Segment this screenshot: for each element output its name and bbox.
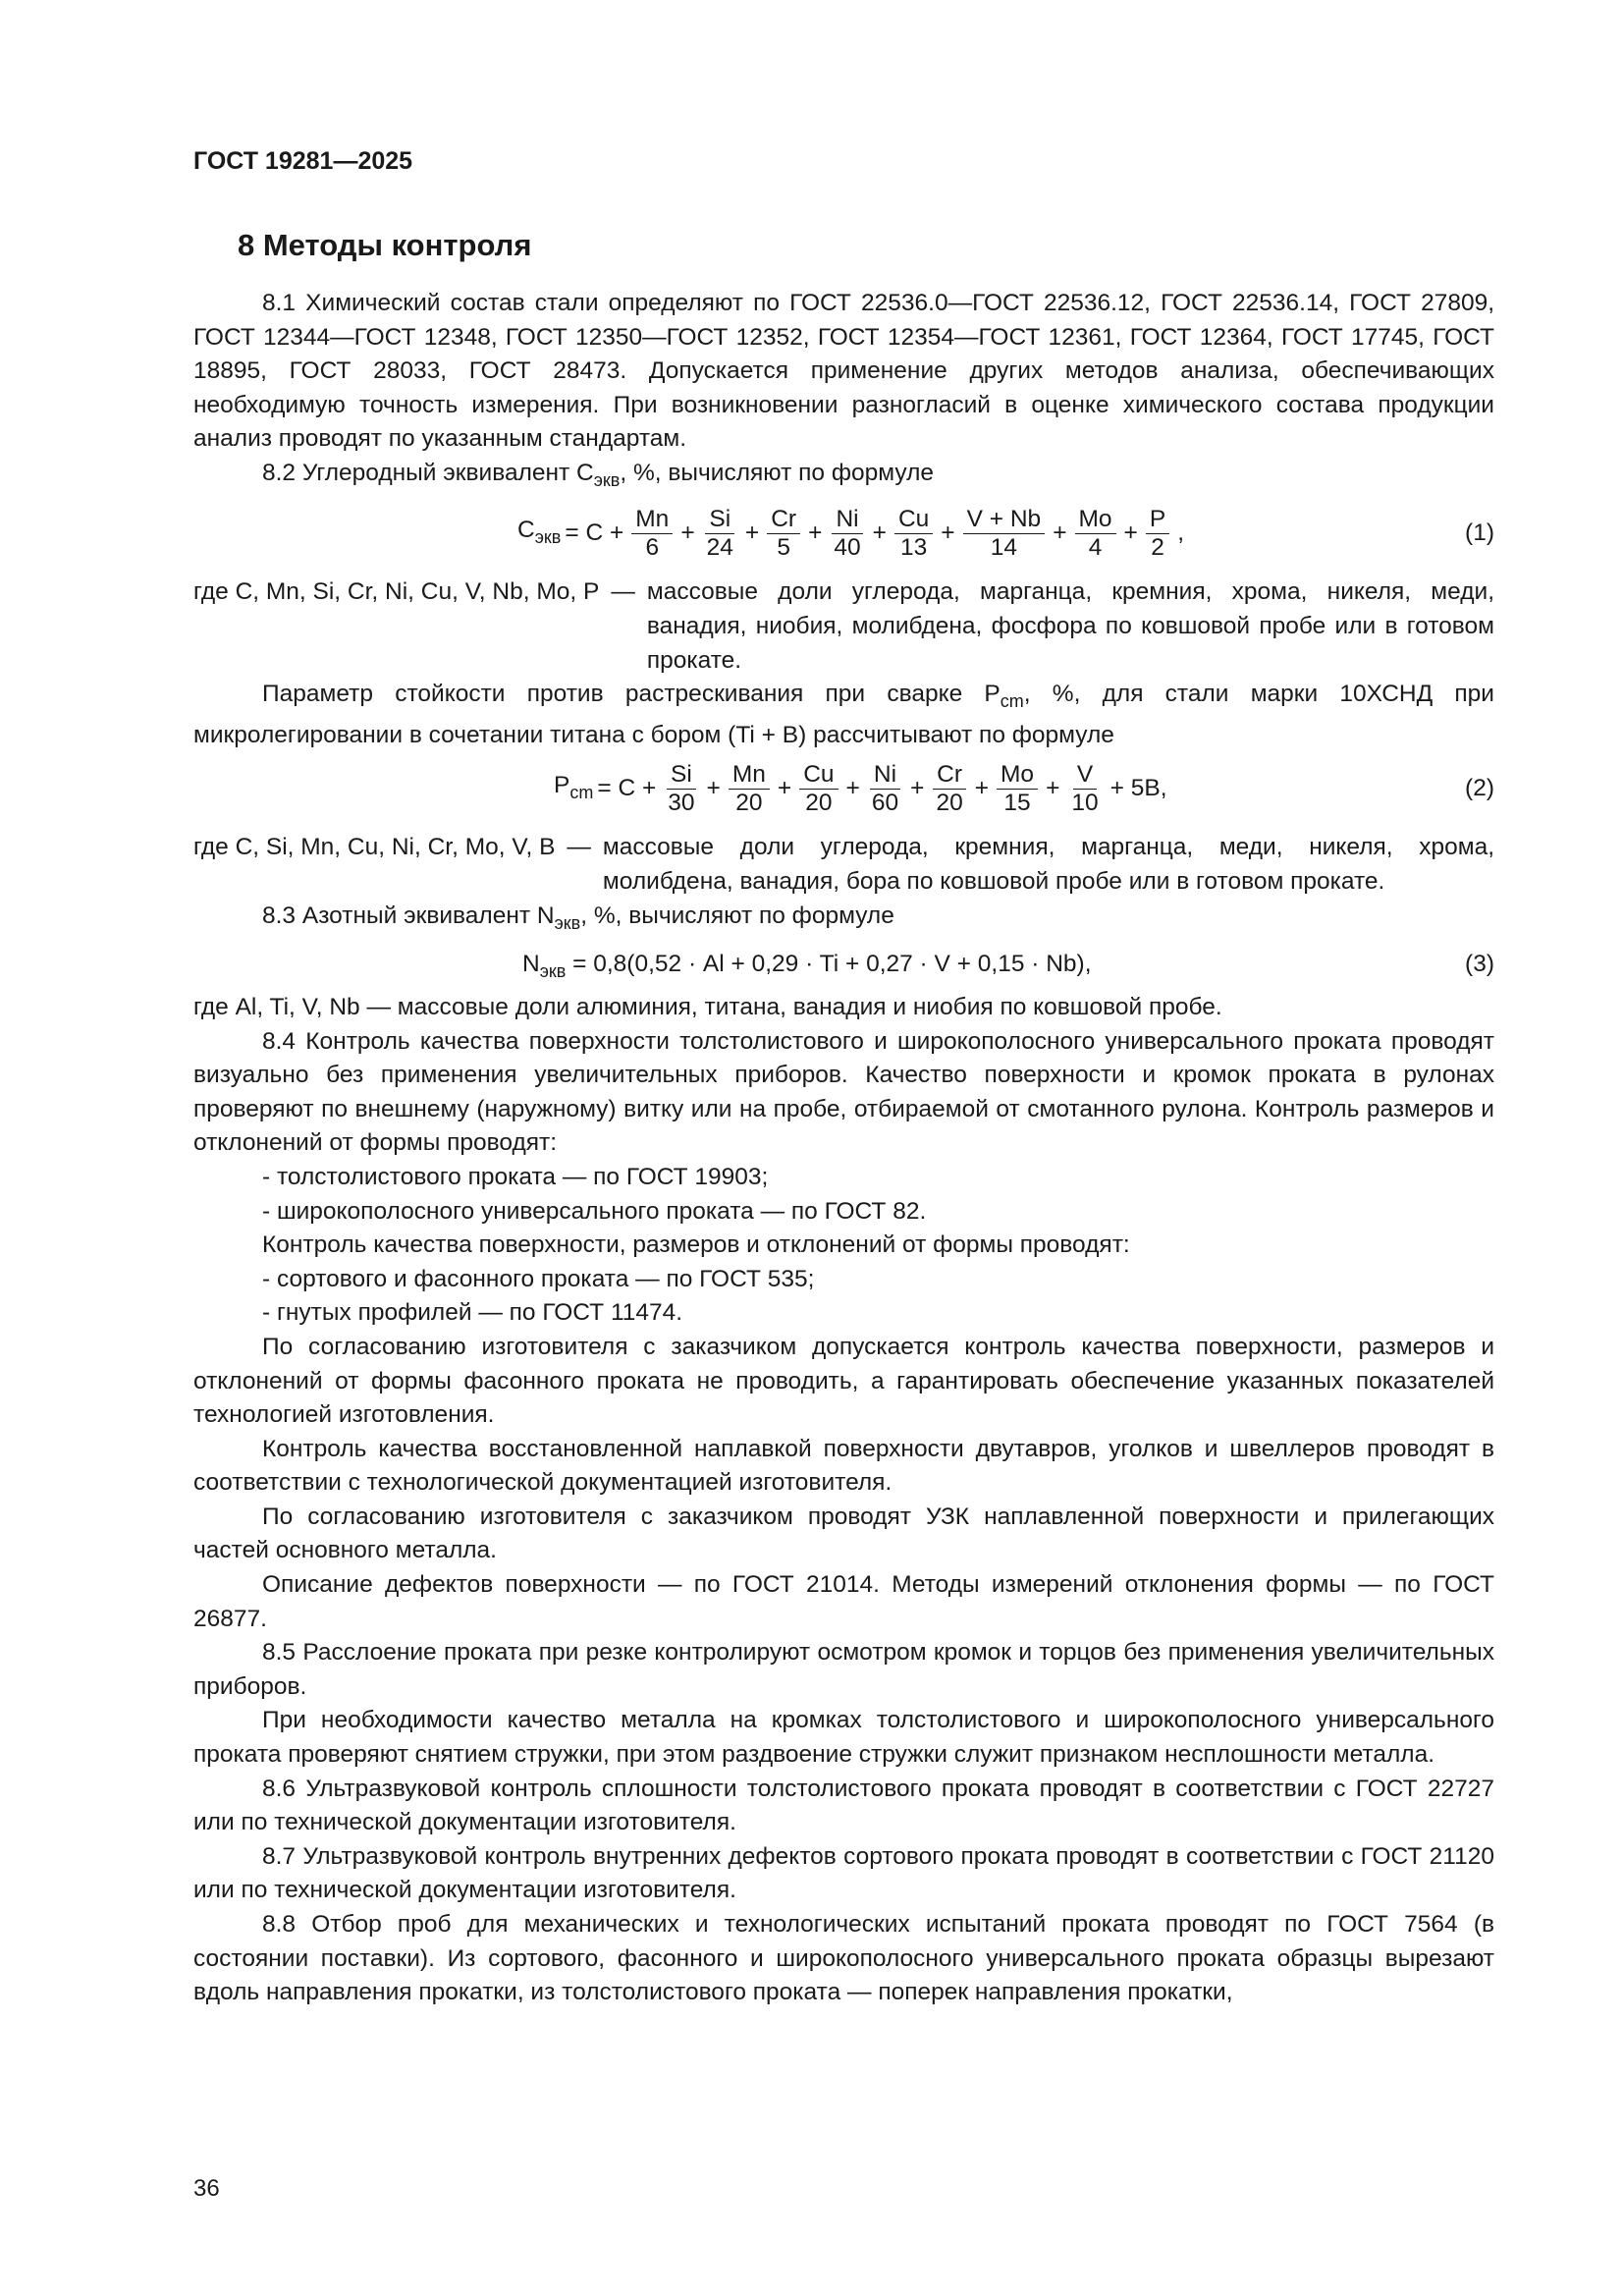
- formula-fraction: [703, 506, 737, 562]
- fraction-numerator: P: [1146, 506, 1169, 534]
- plus-operator: +: [974, 775, 990, 802]
- formula-fraction: [631, 506, 673, 562]
- fraction-numerator: Mn: [729, 761, 770, 790]
- list-item: - широкополосного универсального проката — по ГОСТ 82.: [262, 1197, 927, 1225]
- formula-fraction: [664, 761, 698, 817]
- plus-operator: +: [777, 775, 792, 802]
- fraction-numerator: Cr: [767, 506, 800, 534]
- formula-2-lhs: $P_{cm}$: [554, 771, 594, 802]
- formula-fraction: [729, 761, 770, 817]
- formula-tail: + 5B,: [1109, 775, 1167, 802]
- fraction-numerator: Si: [705, 506, 734, 534]
- list-item: - гнутых профилей — по ГОСТ 11474.: [262, 1299, 683, 1327]
- paragraph-8-4-c: По согласованию изготовителя с заказчиком допускается контроль качества поверхности, размеров и отклонений от формы фасонного проката не проводить, а гарантировать обеспечение указанных показателей технологией изготовления.: [193, 1333, 1494, 1429]
- fraction-numerator: Ni: [870, 761, 900, 790]
- paragraph-8-8: 8.8 Отбор проб для механических и технологических испытаний проката проводят по ГОСТ 7564 (в состоянии поставки). Из сортового, фасонного и широкополосного универсального проката образцы вырезают вдоль направления прокатки, из толстолистового проката — поперек направления прокатки,: [193, 1911, 1494, 2006]
- formula-fraction: [932, 761, 966, 817]
- plus-operator: +: [910, 775, 925, 802]
- legend-1-dash: —: [611, 578, 635, 606]
- fraction-denominator: 20: [805, 789, 833, 816]
- formula-fraction: [963, 506, 1046, 562]
- paragraph-8-6: 8.6 Ультразвуковой контроль сплошности толстолистового проката проводят в соответствии с ГОСТ 22727 или по технической документации изготовителя.: [193, 1775, 1494, 1836]
- formula-3-legend: где Al, Ti, V, Nb — массовые доли алюминия, титана, ванадия и ниобия по ковшовой пробе.: [193, 993, 1222, 1020]
- formula-1-number: (1): [1465, 519, 1494, 547]
- formula-fraction: [1146, 506, 1169, 562]
- formula-3-number: (3): [1465, 950, 1494, 977]
- fraction-numerator: Mn: [631, 506, 673, 534]
- fraction-numerator: Ni: [832, 506, 862, 534]
- list-item: - толстолистового проката — по ГОСТ 19903;: [262, 1163, 769, 1190]
- fraction-denominator: 13: [899, 533, 928, 561]
- formula-1: [193, 499, 1494, 568]
- legend-1-description: массовые доли углерода, марганца, кремния, хрома, никеля, меди, ванадия, ниобия, молибдена, фосфора по ковшовой пробе или в готовом прокате.: [646, 578, 1494, 674]
- fraction-denominator: 60: [871, 789, 899, 816]
- formula-3: [193, 944, 1494, 987]
- formula-1-lhs: $С_{экв}$: [517, 516, 562, 547]
- fraction-denominator: 6: [645, 533, 660, 561]
- legend-2-description: массовые доли углерода, кремния, марганца, меди, никеля, хрома, молибдена, ванадия, бора по ковшовой пробе или в готовом прокате.: [602, 834, 1494, 895]
- paragraph-8-1: 8.1 Химический состав стали определяют по ГОСТ 22536.0—ГОСТ 22536.12, ГОСТ 22536.14, ГОСТ 27809, ГОСТ 12344—ГОСТ 12348, ГОСТ 12350—ГОСТ 12352, ГОСТ 12354—ГОСТ 12361, ГОСТ 12364, ГОСТ 17745, ГОСТ 18895, ГОСТ 28033, ГОСТ 28473. Допускается применение других методов анализа, обеспечивающих необходимую точность измерения. При возникновении разногласий в оценке химического состава продукции анализ проводят по указанным стандартам.: [193, 290, 1494, 453]
- fraction-numerator: Mo: [1075, 506, 1116, 534]
- plus-operator: +: [1046, 775, 1060, 802]
- paragraph-8-4-e: По согласованию изготовителя с заказчиком проводят УЗК наплавленной поверхности и прилегающих частей основного металла.: [193, 1503, 1494, 1564]
- plus-operator: +: [808, 519, 823, 547]
- formula-fraction: [799, 761, 838, 817]
- plus-operator: +: [1123, 519, 1138, 547]
- fraction-denominator: 24: [706, 533, 733, 561]
- paragraph-8-2: 8.2 Углеродный эквивалент $С_{экв}$, %, вычисляют по формуле: [262, 459, 934, 490]
- list-item: - сортового и фасонного проката — по ГОСТ 535;: [262, 1265, 815, 1292]
- formula-fraction: [868, 761, 902, 817]
- plus-operator: +: [680, 519, 695, 547]
- formula-1-expression: [517, 499, 1188, 568]
- fraction-numerator: Si: [667, 761, 696, 790]
- plus-operator: +: [941, 519, 955, 547]
- legend-1-symbols: где С, Mn, Si, Cr, Ni, Cu, V, Nb, Mo, P: [193, 578, 600, 606]
- paragraph-8-4-b: Контроль качества поверхности, размеров и отклонений от формы проводят:: [262, 1231, 1130, 1259]
- plus-operator: +: [1053, 519, 1067, 547]
- fraction-denominator: 40: [834, 533, 861, 561]
- formula-fraction: [894, 506, 933, 562]
- fraction-numerator: Cr: [933, 761, 966, 790]
- paragraph-8-4-d: Контроль качества восстановленной наплавкой поверхности двутавров, уголков и швеллеров проводят в соответствии с технологической документацией изготовителя.: [193, 1435, 1494, 1497]
- fraction-numerator: Cu: [799, 761, 838, 790]
- formula-fraction: [830, 506, 864, 562]
- page-number: 36: [193, 2175, 220, 2202]
- paragraph-8-4: 8.4 Контроль качества поверхности толстолистового и широкополосного универсального проката проводят визуально без применения увеличительных приборов. Качество поверхности и кромок проката в рулонах проверяют по внешнему (наружному) витку или на пробе, отбираемой от смотанного рулона. Контроль размеров и отклонений от формы проводят:: [193, 1027, 1494, 1157]
- formula-3-expression: $N_{экв} = 0,8(0,52 \cdot Al + 0,29 \cdot Ti + 0,27 \cdot V + 0,15 \cdot Nb)$,: [522, 950, 1092, 981]
- formula-2-number: (2): [1465, 775, 1494, 802]
- paragraph-8-7: 8.7 Ультразвуковой контроль внутренних дефектов сортового проката проводят в соответствии с ГОСТ 21120 или по технической документации изготовителя.: [193, 1842, 1494, 1904]
- document-body: [193, 287, 1494, 2010]
- legend-2-symbols: где C, Si, Mn, Cu, Ni, Cr, Mo, V, B: [193, 834, 556, 861]
- fraction-numerator: V + Nb: [963, 506, 1046, 534]
- formula-fraction: [1067, 761, 1102, 817]
- fraction-denominator: 30: [668, 789, 695, 816]
- plus-operator: +: [872, 519, 887, 547]
- formula-2-legend: [193, 831, 1494, 899]
- fraction-numerator: Mo: [997, 761, 1038, 790]
- paragraph-8-5: 8.5 Расслоение проката при резке контролируют осмотром кромок и торцов без применения увеличительных приборов.: [193, 1639, 1494, 1700]
- fraction-denominator: 2: [1151, 533, 1164, 561]
- plus-operator: +: [845, 775, 860, 802]
- fraction-denominator: 10: [1071, 789, 1099, 816]
- fraction-numerator: V: [1073, 761, 1097, 790]
- paragraph-8-3: 8.3 Азотный эквивалент $N_{экв}$, %, вычисляют по формуле: [262, 902, 894, 933]
- formula-tail: ,: [1177, 519, 1185, 547]
- formula-fraction: [997, 761, 1038, 817]
- formula-2: [193, 754, 1494, 823]
- paragraph-8-4-f: Описание дефектов поверхности — по ГОСТ 21014. Методы измерений отклонения формы — по ГОСТ 26877.: [193, 1571, 1494, 1632]
- formula-fraction: [1075, 506, 1116, 562]
- fraction-numerator: Cu: [894, 506, 933, 534]
- fraction-denominator: 20: [735, 789, 763, 816]
- legend-2-dash: —: [567, 834, 591, 861]
- formula-2-expression: [554, 754, 1171, 823]
- plus-operator: +: [744, 519, 760, 547]
- fraction-denominator: 14: [990, 533, 1018, 561]
- plus-operator: +: [706, 775, 721, 802]
- formula-1-equals: = С +: [565, 519, 624, 547]
- paragraph-8-5-b: При необходимости качество металла на кромках толстолистового и широкополосного универсального проката проверяют снятием стружки, при этом раздвоение стружки служит признаком несплошности металла.: [193, 1707, 1494, 1769]
- fraction-denominator: 15: [1003, 789, 1031, 816]
- formula-1-legend: [193, 575, 1494, 678]
- paragraph-pcm: Параметр стойкости против растрескивания при сварке $P_{cm}$, %, для стали марки 10ХСНД при микролегировании в сочетании титана с бором (Ti + B) рассчитывают по формуле: [193, 681, 1494, 748]
- document-header: ГОСТ 19281—2025: [193, 147, 413, 175]
- formula-2-equals: = C +: [597, 775, 657, 802]
- fraction-denominator: 5: [777, 533, 790, 561]
- formula-fraction: [767, 506, 800, 562]
- fraction-denominator: 20: [936, 789, 963, 816]
- section-title: 8 Методы контроля: [238, 228, 532, 262]
- fraction-denominator: 4: [1088, 533, 1103, 561]
